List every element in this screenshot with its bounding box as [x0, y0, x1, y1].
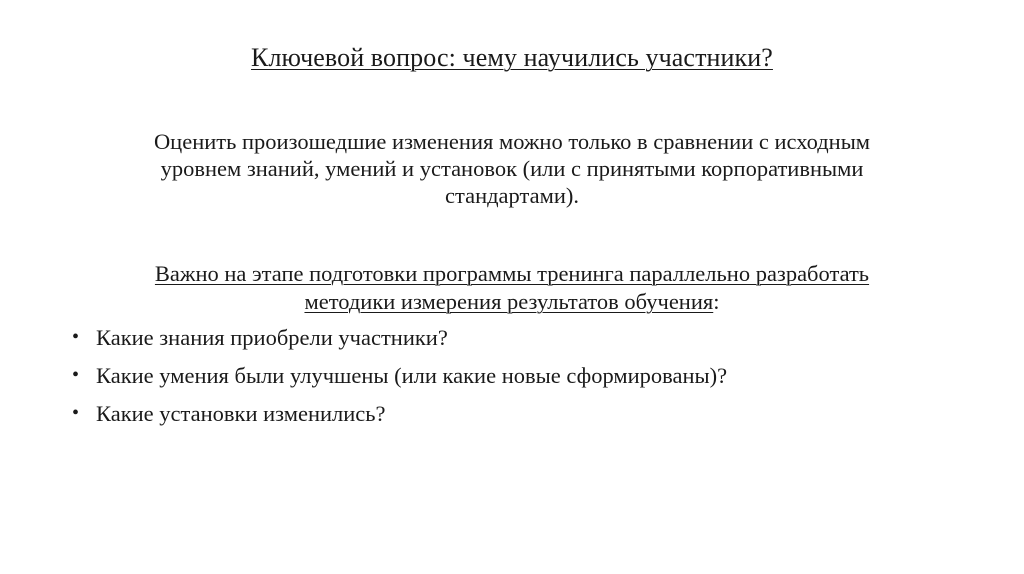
emphasis-paragraph: [80, 260, 944, 316]
bullet-icon: •: [72, 364, 80, 386]
emphasis-colon: :: [713, 289, 720, 314]
emphasis-line: [80, 288, 944, 316]
list-item-text: Какие знания приобрели участники?: [96, 325, 448, 350]
list-item-text: Какие умения были улучшены (или какие новые сформированы)?: [96, 363, 728, 388]
list-item: [72, 324, 972, 351]
slide-title: Ключевой вопрос: чему научились участники?: [251, 43, 773, 72]
bullet-icon: •: [72, 326, 80, 348]
list-item: [72, 400, 972, 427]
bullet-icon: •: [72, 402, 80, 424]
intro-line: стандартами).: [444, 183, 579, 208]
emphasis-line: [80, 260, 944, 288]
list-item-text: Какие установки изменились?: [96, 401, 386, 426]
emphasis-underlined-text: методики измерения результатов обучения: [304, 289, 714, 314]
intro-paragraph: [80, 128, 944, 209]
intro-line: Оценить произошедшие изменения можно только в сравнении с исходным: [153, 129, 871, 154]
question-list: [72, 324, 972, 438]
intro-line: уровнем знаний, умений и установок (или с принятыми корпоративными: [160, 156, 864, 181]
emphasis-underlined-text: Важно на этапе подготовки программы тренинга параллельно разработать: [154, 261, 870, 286]
list-item: [72, 362, 972, 389]
